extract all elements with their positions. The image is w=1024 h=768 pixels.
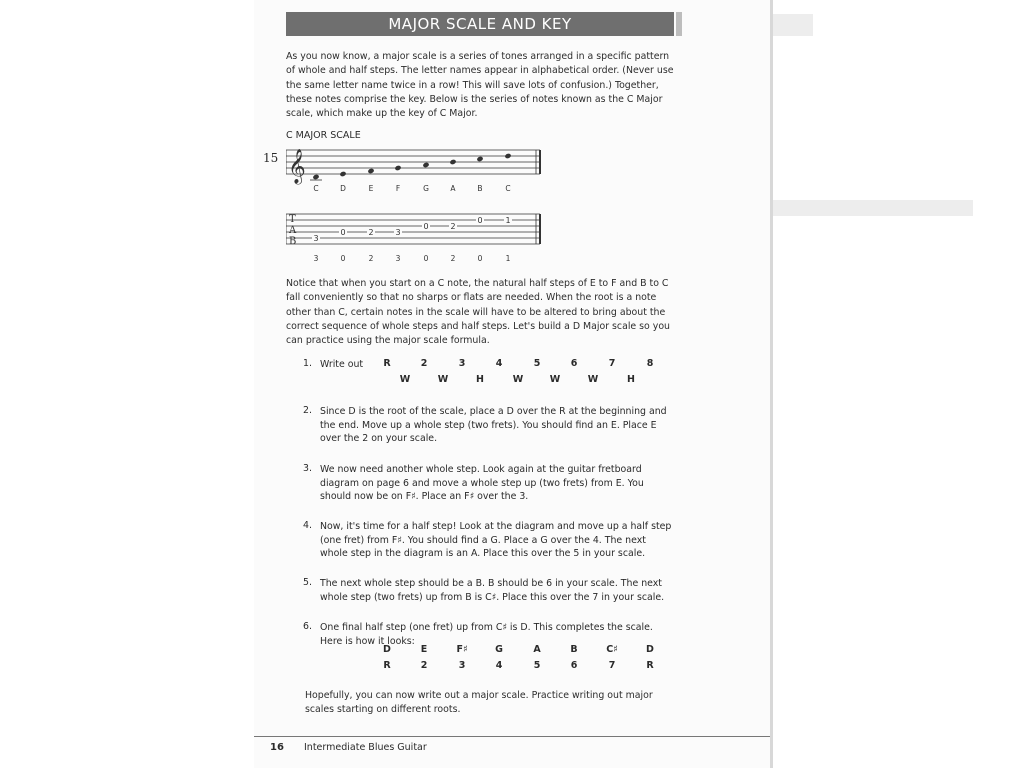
tab-number: 3 [395,228,401,237]
note-name-label: D [340,184,346,193]
tab-letter-b: B [289,236,297,247]
grid-cell: R [383,358,391,369]
grid-cell: R [383,660,391,671]
grid-cell: D [646,644,654,655]
grid-cell: D [383,644,391,655]
grid-cell: E [420,644,428,655]
tab-number: 2 [368,228,374,237]
step-6-number: 6. [303,621,312,632]
fret-number-label: 1 [505,254,511,263]
step-1-number: 1. [303,358,312,369]
step-2-text: Since D is the root of the scale, place a D over the R at the beginning and the end. Move up a whole step (two frets). You should find an E. Place E over the 2 on your scale. [320,406,667,445]
fret-number-label: 2 [368,254,374,263]
grid-cell: 4 [495,660,503,671]
scale-heading: C MAJOR SCALE [286,130,361,141]
grid-cell: 8 [646,358,654,369]
grid-cell: 6 [570,660,578,671]
step-3-text: We now need another whole step. Look again at the guitar fretboard diagram on page 6 and move a whole step up (two frets) from E. You should now be on F♯. Place an F♯ over the 3. [320,464,644,503]
tab-number: 0 [340,228,346,237]
fret-number-label: 2 [450,254,456,263]
step-2-number: 2. [303,405,312,416]
grid-cell: C♯ [606,644,618,655]
grid-cell: W [437,374,449,385]
grid-cell: B [570,644,578,655]
footer-rule [254,736,770,737]
tab-number: 0 [423,222,429,231]
tab-number: 1 [505,216,511,225]
tab-letter-t: T [289,214,296,225]
note-name-label: C [313,184,319,193]
note-name-label: A [450,184,456,193]
grid-cell: 4 [495,358,503,369]
book-title: Intermediate Blues Guitar [304,742,427,753]
step-1-text: Write out [320,359,364,370]
step-5-number: 5. [303,577,312,588]
grid-cell: H [476,374,484,385]
staff-note [394,165,401,171]
grid-cell: A [533,644,541,655]
c-major-scale-notation [286,144,542,266]
grid-cell: W [399,374,411,385]
grid-cell: 5 [533,660,541,671]
fret-number-labels [314,254,511,263]
note-name-label: C [505,184,511,193]
note-name-label: G [423,184,429,193]
tab-label [288,214,297,247]
tab-number: 0 [477,216,483,225]
staff-note [367,168,374,174]
staff-note [339,171,346,177]
staff-note [504,153,511,159]
grid-cell: W [587,374,599,385]
example-number: 15 [263,151,279,165]
fret-number-label: 0 [423,254,429,263]
fret-number-label: 3 [395,254,401,263]
staff-note [312,174,319,180]
fret-number-label: 0 [340,254,346,263]
tab-letter-a: A [289,225,297,236]
grid-cell: H [627,374,635,385]
staff-notes [310,153,512,180]
tab-staff [286,214,540,244]
note-name-labels [313,184,510,193]
closing-paragraph: Hopefully, you can now write out a major scale. Practice writing out major scales starting on different roots. [305,690,653,716]
grid-cell: F♯ [456,644,468,655]
note-name-label: B [477,184,483,193]
tab-number: 2 [450,222,456,231]
grid-cell: 5 [533,358,541,369]
grid-cell: 7 [608,660,616,671]
fret-number-label: 3 [313,254,319,263]
step-6-text: One final half step (one fret) up from C♯ is D. This completes the scale. Here is how it looks: [320,622,653,647]
notice-paragraph: Notice that when you start on a C note, the natural half steps of E to F and B to C fall conveniently so that no sharps or flats are needed. When the root is a note other than C, certain notes in the scale will have to be altered to bring about the correct sequence of whole steps and half steps. Let's build a D Major scale so you can practice using the major scale formula. [286,278,671,347]
grid-cell: 6 [570,358,578,369]
fret-number-label: 0 [477,254,483,263]
page-title: MAJOR SCALE AND KEY [286,12,674,36]
intro-paragraph: As you now know, a major scale is a series of tones arranged in a specific pattern of whole and half steps. The letter names appear in alphabetical order. (Never use the same letter name twice in a row! This will save lots of confusion.) Together, these notes comprise the key. Below is the series of notes known as the C Major scale, which make up the key of C Major. [286,51,674,120]
grid-cell: 2 [420,358,428,369]
step-4-number: 4. [303,520,312,531]
step-4-text: Now, it's time for a half step! Look at the diagram and move up a half step (one fret) from F♯. You should find a G. Place a G over the 4. The next whole step in the diagram is an A. Place this over the 5 in your scale. [320,521,672,560]
grid-cell: G [495,644,503,655]
note-name-label: F [395,184,401,193]
grid-cell: 3 [458,358,466,369]
note-name-label: E [368,184,374,193]
title-notch [676,12,682,36]
page-number: 16 [270,742,284,753]
staff-note [449,159,456,165]
step-3-number: 3. [303,463,312,474]
grid-cell: 2 [420,660,428,671]
music-staff [286,150,540,174]
grid-cell: 3 [458,660,466,671]
step-5-text: The next whole step should be a B. B should be 6 in your scale. The next whole step (two frets) up from B is C♯. Place this over the 7 in your scale. [320,578,665,603]
staff-note [422,162,429,168]
facing-page [773,0,1024,768]
grid-cell: W [549,374,561,385]
staff-note [476,156,483,162]
grid-cell: R [646,660,654,671]
grid-cell: W [512,374,524,385]
grid-cell: 7 [608,358,616,369]
tab-number: 3 [313,234,319,243]
treble-clef-icon: 𝄞 [288,149,306,184]
